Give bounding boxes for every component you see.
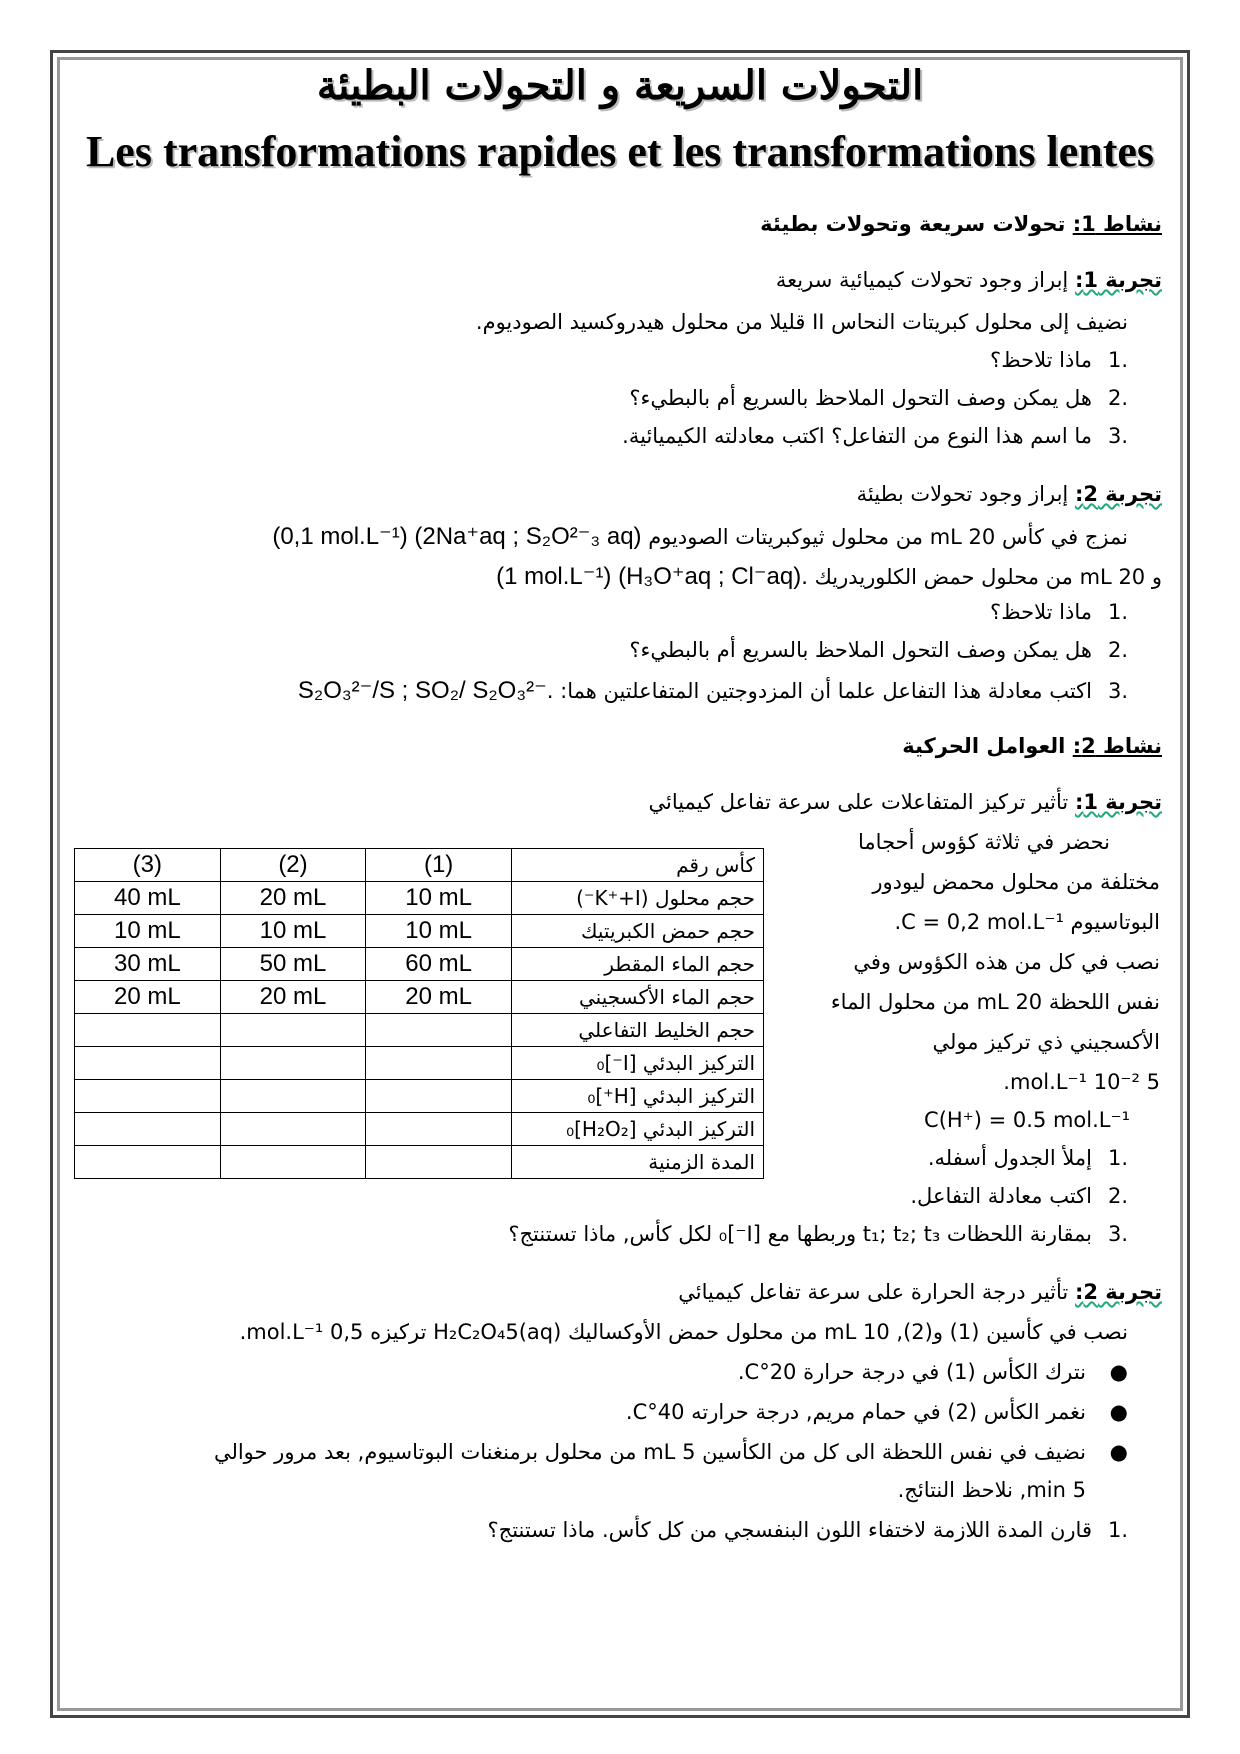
activity2-heading: نشاط 2: العوامل الحركية [902,734,1162,758]
a2-exp1-side-3: نصب في كل من هذه الكؤوس وفي [853,950,1160,974]
a1-exp1-heading: تجربة 1: إبراز وجود تحولات كيميائية سريعة [775,268,1162,292]
table-row-label: حجم الخليط التفاعلي [511,1014,763,1047]
table-row [75,1113,764,1146]
table-cell-cup-2 [220,1047,366,1080]
table-cell-cup-1: 20 mL [366,981,512,1014]
a2-exp1-q1: .1إملأ الجدول أسفله. [927,1146,1128,1170]
table-row-label: التركيز البدئي [H₂O₂]₀ [511,1113,763,1146]
a2-exp1-side-0: نحضر في ثلاثة كؤوس أحجاما [858,830,1110,854]
table-cell-cup-2 [220,1146,366,1179]
a1-exp2-text1: نمزج في كأس 20 mL من محلول ثيوكبريتات الصوديوم (0,1 mol.L⁻¹) (2Na⁺aq ; S₂O²⁻₃ aq) [272,523,1128,550]
table-cell-cup-2 [220,1113,366,1146]
table-cell-cup-3: 10 mL [75,915,221,948]
table-cell-cup-3 [75,1014,221,1047]
table-cell-cup-1: 10 mL [366,915,512,948]
table-cell-cup-1 [366,1113,512,1146]
a2-exp1-side-1: مختلفة من محلول محمض ليودور [872,870,1160,894]
table-cell-cup-1 [366,1146,512,1179]
table-cell-cup-2 [220,1014,366,1047]
table-row-label: حجم حمض الكبريتيك [511,915,763,948]
table-row [75,1080,764,1113]
table-row [75,882,764,915]
table-row-label: كأس رقم [511,849,763,882]
title-arabic: التحولات السريعة و التحولات البطيئة [316,62,924,109]
cups-table [74,848,764,1179]
a1-exp2-heading: تجربة 2: إبراز وجود تحولات بطيئة [856,482,1162,506]
table-row [75,1146,764,1179]
table-cell-cup-2: 50 mL [220,948,366,981]
table-cell-cup-1 [366,1080,512,1113]
table-cell-cup-3 [75,1047,221,1080]
table-cell-cup-3: 40 mL [75,882,221,915]
a2-exp1-side-5: الأكسجيني ذي تركيز مولي [932,1030,1160,1054]
title-french: Les transformations rapides et les transformations lentes [85,127,1155,176]
a1-exp1-text: نضيف إلى محلول كبريتات النحاس II قليلا من محلول هيدروكسيد الصوديوم. [475,310,1128,334]
a1-exp1-q2: .2هل يمكن وصف التحول الملاحظ بالسريع أم بالبطيء؟ [629,386,1128,410]
a2-exp1-q3: .3بمقارنة اللحظات t₁; t₂; t₃ وربطها مع [I⁻]₀ لكل كأس, ماذا تستنتج؟ [508,1222,1128,1246]
table-row [75,948,764,981]
table-row-label: حجم الماء الأكسجيني [511,981,763,1014]
table-cell-cup-2: (2) [220,849,366,882]
a2-exp2-q1: .1قارن المدة اللازمة لاختفاء اللون البنفسجي من كل كأس. ماذا تستنتج؟ [487,1518,1128,1542]
a2-exp1-side-6: 5 10⁻² mol.L⁻¹. [1003,1070,1160,1094]
a2-exp1-q2: .2اكتب معادلة التفاعل. [910,1184,1128,1208]
table-cell-cup-3: 30 mL [75,948,221,981]
a2-exp2-b2: ●نغمر الكأس (2) في حمام مريم, درجة حرارته 40°C. [625,1400,1128,1424]
a1-exp1-q1: .1ماذا تلاحظ؟ [990,348,1128,372]
table-cell-cup-3 [75,1146,221,1179]
a2-exp2-text: نصب في كأسين (1) و(2), 10 mL من محلول حمض الأوكساليك H₂C₂O₄5(aq) تركيزه 0,5 mol.L⁻¹. [239,1320,1128,1344]
table-row [75,1047,764,1080]
a2-exp2-b3b: 5 min, نلاحظ النتائج. [897,1478,1086,1502]
table-cell-cup-1: 10 mL [366,882,512,915]
table-row-label: حجم محلول (K⁺+I⁻) [511,882,763,915]
a1-exp2-q3: .3اكتب معادلة هذا التفاعل علما أن المزدوجتين المتفاعلتين هما: S₂O₃²⁻/S ; SO₂/ S₂O₃²⁻. [297,677,1128,704]
table-cell-cup-3: 20 mL [75,981,221,1014]
a1-exp2-q2: .2هل يمكن وصف التحول الملاحظ بالسريع أم بالبطيء؟ [629,638,1128,662]
table-cell-cup-1 [366,1047,512,1080]
a2-exp2-b3a: ●نضيف في نفس اللحظة الى كل من الكأسين 5 mL من محلول برمنغنات البوتاسيوم, بعد مرور حوالي [213,1440,1128,1464]
table-row [75,1014,764,1047]
a1-exp2-q1: .1ماذا تلاحظ؟ [990,600,1128,624]
a2-exp1-side-4: نفس اللحظة 20 mL من محلول الماء [830,990,1160,1014]
table-cell-cup-2: 10 mL [220,915,366,948]
table-row-label: التركيز البدئي [H⁺]₀ [511,1080,763,1113]
table-cell-cup-3 [75,1080,221,1113]
table-cell-cup-1: 60 mL [366,948,512,981]
table-row [75,981,764,1014]
table-header-row [75,849,764,882]
table-cell-cup-2: 20 mL [220,882,366,915]
table-row-label: حجم الماء المقطر [511,948,763,981]
activity1-heading: نشاط 1: تحولات سريعة وتحولات بطيئة [760,212,1162,236]
table-cell-cup-2: 20 mL [220,981,366,1014]
table-cell-cup-2 [220,1080,366,1113]
table-row-label: المدة الزمنية [511,1146,763,1179]
a2-exp1-side-7: C(H⁺) = 0.5 mol.L⁻¹ [924,1108,1130,1132]
a2-exp1-side-2: البوتاسيوم C = 0,2 mol.L⁻¹. [894,910,1160,934]
a2-exp1-heading: تجربة 1: تأثير تركيز المتفاعلات على سرعة تفاعل كيميائي [648,790,1162,814]
a1-exp1-q3: .3ما اسم هذا النوع من التفاعل؟ اكتب معادلته الكيميائية. [622,424,1128,448]
table-cell-cup-1 [366,1014,512,1047]
table-row [75,915,764,948]
table-cell-cup-3 [75,1113,221,1146]
table-row-label: التركيز البدئي [I⁻]₀ [511,1047,763,1080]
table-cell-cup-1: (1) [366,849,512,882]
a2-exp2-b1: ●نترك الكأس (1) في درجة حرارة 20°C. [737,1360,1128,1384]
a2-exp2-heading: تجربة 2: تأثير درجة الحرارة على سرعة تفاعل كيميائي [678,1280,1162,1304]
table-cell-cup-3: (3) [75,849,221,882]
a1-exp2-text2: و 20 mL من محلول حمض الكلوريدريك (1 mol.L⁻¹) (H₃O⁺aq ; Cl⁻aq). [496,563,1162,590]
